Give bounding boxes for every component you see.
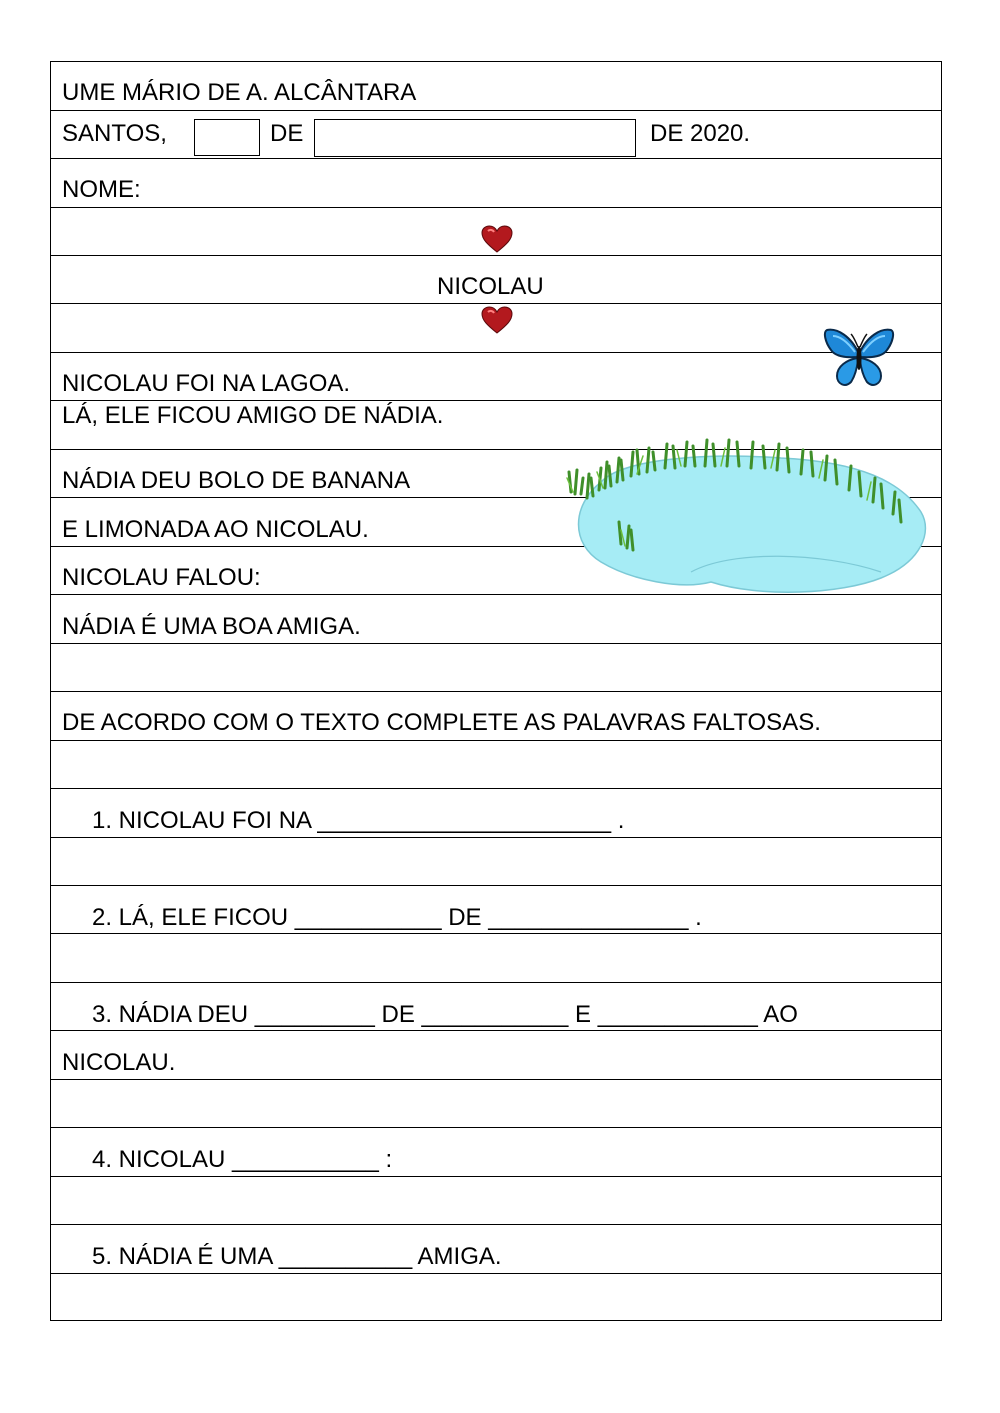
story-title: NICOLAU (437, 273, 544, 300)
rule-line (51, 643, 941, 644)
rule-line (51, 1176, 941, 1177)
question-5[interactable]: 5. NÁDIA É UMA __________ AMIGA. (92, 1243, 502, 1270)
story-line: LÁ, ELE FICOU AMIGO DE NÁDIA. (62, 402, 444, 429)
rule-line (51, 885, 941, 886)
worksheet (50, 61, 942, 1321)
question-1[interactable]: 1. NICOLAU FOI NA ______________________ . (92, 807, 625, 834)
rule-line (51, 691, 941, 692)
question-3-continued: NICOLAU. (62, 1049, 176, 1076)
rule-line (51, 788, 941, 789)
heart-icon (481, 306, 513, 334)
rule-line (51, 352, 941, 353)
rule-line (51, 1030, 941, 1031)
year-text: DE 2020. (650, 120, 751, 147)
rule-line (51, 400, 941, 401)
school-name: UME MÁRIO DE A. ALCÂNTARA (62, 79, 417, 106)
question-4[interactable]: 4. NICOLAU ___________ : (92, 1146, 393, 1173)
rule-line (51, 1224, 941, 1225)
rule-line (51, 303, 941, 304)
rule-line (51, 933, 941, 934)
rule-line (51, 740, 941, 741)
story-line: E LIMONADA AO NICOLAU. (62, 516, 369, 543)
day-field[interactable] (194, 119, 260, 156)
rule-line (51, 255, 941, 256)
rule-line (51, 207, 941, 208)
question-3[interactable]: 3. NÁDIA DEU _________ DE ___________ E ____________ AO (92, 1001, 798, 1028)
de-label: DE (270, 120, 304, 147)
question-2[interactable]: 2. LÁ, ELE FICOU ___________ DE _______________ . (92, 904, 702, 931)
rule-line (51, 982, 941, 983)
story-line: NICOLAU FOI NA LAGOA. (62, 370, 351, 397)
rule-line (51, 158, 941, 159)
butterfly-icon (823, 326, 895, 390)
pond-illustration (561, 422, 931, 602)
rule-line (51, 1079, 941, 1080)
rule-line (51, 837, 941, 838)
month-field[interactable] (314, 119, 636, 157)
rule-line (51, 1127, 941, 1128)
story-line: NÁDIA DEU BOLO DE BANANA (62, 467, 411, 494)
rule-line (51, 1273, 941, 1274)
name-label: NOME: (62, 176, 141, 203)
heart-icon (481, 225, 513, 253)
story-line: NICOLAU FALOU: (62, 564, 261, 591)
instruction-text: DE ACORDO COM O TEXTO COMPLETE AS PALAVRAS FALTOSAS. (62, 709, 821, 736)
story-line: NÁDIA É UMA BOA AMIGA. (62, 613, 361, 640)
rule-line (51, 110, 941, 111)
city-label: SANTOS, (62, 120, 167, 147)
